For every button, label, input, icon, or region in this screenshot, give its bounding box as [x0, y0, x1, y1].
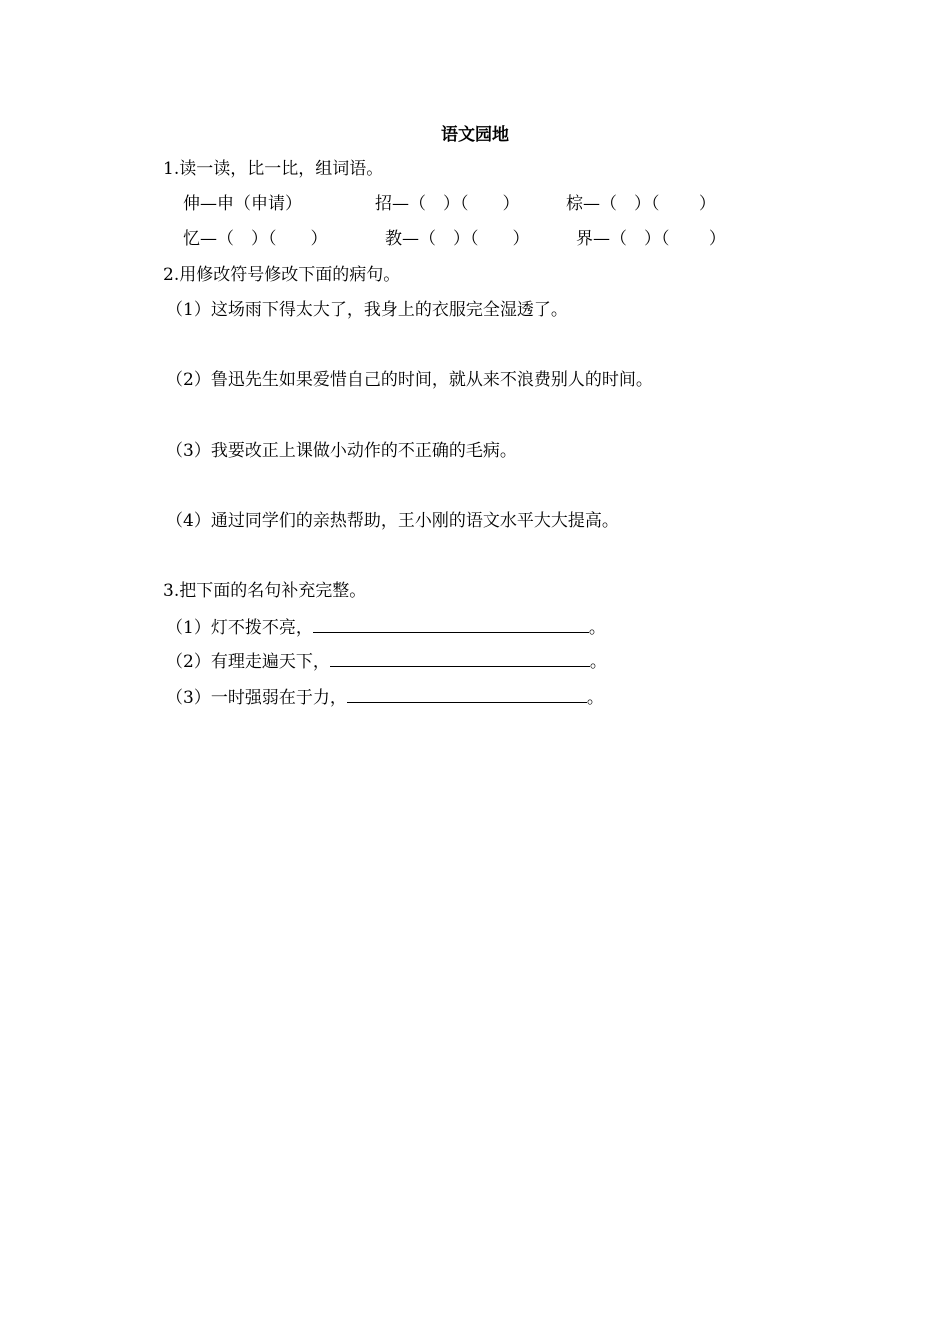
q3-item-2-prefix: （2）有理走遍天下， — [166, 652, 330, 672]
q3-item-1-prefix: （1）灯不拨不亮， — [166, 618, 313, 638]
q1-row2-item3: 界—（ ）（ ） — [576, 229, 726, 249]
q3-item-3-suffix: 。 — [586, 688, 604, 708]
q2-heading: 2.用修改符号修改下面的病句。 — [163, 265, 401, 285]
q3-item-3-blank[interactable] — [347, 686, 587, 703]
q1-row2-item2: 教—（ ）（ ） — [385, 229, 530, 249]
page-title: 语文园地 — [441, 125, 509, 145]
q3-item-1-blank[interactable] — [313, 616, 589, 633]
q3-item-1-suffix: 。 — [588, 618, 606, 638]
q1-heading: 1.读一读，比一比，组词语。 — [163, 159, 384, 179]
q1-row1-item3: 棕—（ ）（ ） — [566, 194, 716, 214]
q3-item-2 — [166, 650, 607, 673]
q2-item-3: （3）我要改正上课做小动作的不正确的毛病。 — [166, 441, 517, 461]
q3-item-2-suffix: 。 — [589, 652, 607, 672]
q3-item-1 — [166, 616, 606, 639]
q1-row1-item1: 伸—申（申请） — [183, 194, 302, 214]
q2-item-2: （2）鲁迅先生如果爱惜自己的时间，就从来不浪费别人的时间。 — [166, 370, 653, 390]
q2-item-4: （4）通过同学们的亲热帮助，王小刚的语文水平大大提高。 — [166, 511, 619, 531]
q3-item-3 — [166, 686, 604, 709]
q2-item-1: （1）这场雨下得太大了，我身上的衣服完全湿透了。 — [166, 300, 568, 320]
q3-item-3-prefix: （3）一时强弱在于力， — [166, 688, 347, 708]
q1-row2-item1: 忆—（ ）（ ） — [183, 229, 328, 249]
q3-item-2-blank[interactable] — [330, 650, 590, 667]
q1-row1-item2: 招—（ ）（ ） — [375, 194, 520, 214]
q3-heading: 3.把下面的名句补充完整。 — [163, 581, 367, 601]
